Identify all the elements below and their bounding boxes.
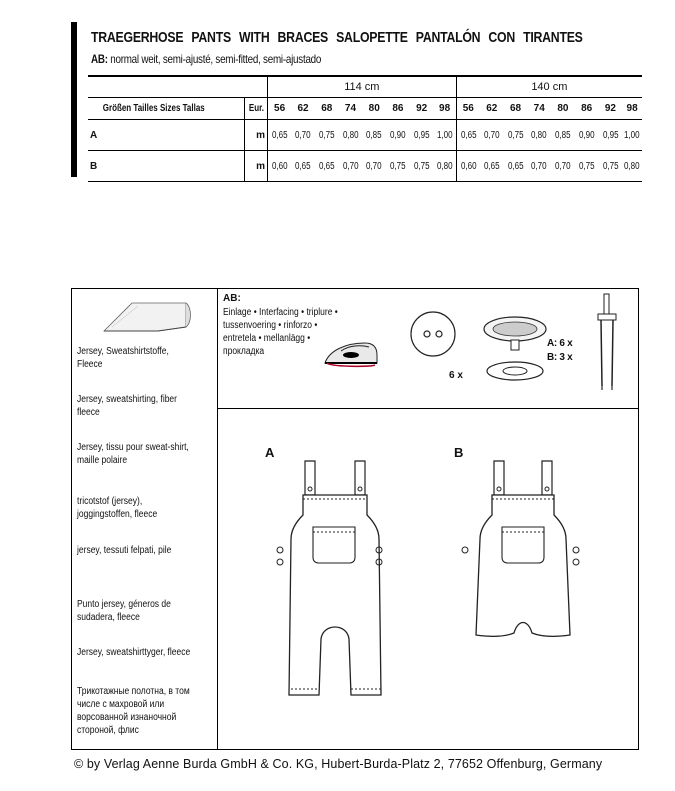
yardage-cell: 0,65 (456, 120, 480, 151)
title-rule (71, 22, 77, 177)
size-62-header: 62 (480, 98, 504, 120)
yardage-cell: 1,00 (434, 120, 457, 151)
yardage-cell: 0,70 (339, 151, 363, 182)
yardage-cell: 0,70 (362, 151, 386, 182)
copyright-footer: © by Verlag Aenne Burda GmbH & Co. KG, Hubert-Burda-Platz 2, 77652 Offenburg, Germany (74, 757, 603, 771)
yardage-cell: 0,75 (410, 151, 434, 182)
size-80-header: 80 (551, 98, 575, 120)
button-icon (408, 309, 458, 359)
yardage-cell: 0,70 (291, 120, 315, 151)
width-header-row (88, 76, 642, 98)
width-114-header: 114 cm (267, 76, 456, 98)
eur-label: Eur. (245, 98, 268, 120)
yardage-row-a (88, 120, 642, 151)
fabric-nl: tricotstof (jersey), joggingstoffen, fleece (77, 496, 158, 520)
fabric-ru: Трикотажные полотна, в том числе с махровой или ворсованной изнаночной стороной, флис (77, 686, 190, 736)
size-92-header: 92 (599, 98, 623, 120)
fabric-it: jersey, tessuti felpati, pile (77, 545, 172, 556)
size-86-header: 86 (575, 98, 599, 120)
fit-description (91, 52, 321, 66)
iron-icon (321, 333, 381, 369)
interfacing-text: Einlage • Interfacing • triplure • tussenvoering • rinforzo • entretela • mellanlägg • прокладка (223, 307, 338, 357)
view-a-label: A (88, 120, 245, 151)
size-86-header: 86 (386, 98, 410, 120)
yardage-cell: 0,75 (575, 151, 599, 182)
view-a-overalls-drawing (267, 459, 422, 719)
size-98-header: 98 (622, 98, 642, 120)
fabric-fr: Jersey, tissu pour sweat-shirt, maille polaire (77, 442, 189, 466)
yardage-cell: 0,80 (622, 151, 642, 182)
width-140-header: 140 cm (456, 76, 642, 98)
view-b-overalls-drawing (456, 459, 596, 649)
fabric-roll-icon (102, 297, 192, 337)
size-74-header: 74 (527, 98, 551, 120)
fit-label: AB: (91, 52, 108, 66)
fit-text: normal weit, semi-ajusté, semi-fitted, semi-ajustado (107, 52, 322, 66)
fabric-en: Jersey, sweatshirting, fiber fleece (77, 394, 177, 418)
yardage-cell: 0,95 (410, 120, 434, 151)
yardage-cell: 0,90 (386, 120, 410, 151)
yardage-cell: 0,75 (315, 120, 339, 151)
size-68-header: 68 (504, 98, 528, 120)
yardage-cell: 0,65 (504, 151, 528, 182)
yardage-cell: 0,65 (267, 120, 291, 151)
yardage-cell: 0,95 (599, 120, 623, 151)
size-56-header: 56 (267, 98, 291, 120)
yardage-cell: 0,70 (527, 151, 551, 182)
yardage-cell: 0,75 (599, 151, 623, 182)
yardage-row-b (88, 151, 642, 182)
yardage-cell: 0,65 (315, 151, 339, 182)
size-92-header: 92 (410, 98, 434, 120)
size-header-row (88, 98, 642, 120)
page-title: TRAEGERHOSE PANTS WITH BRACES SALOPETTE PANTALÓN CON TIRANTES (91, 29, 583, 46)
button-quantity: 6 x (449, 370, 463, 381)
yardage-cell: 0,60 (456, 151, 480, 182)
size-98-header: 98 (434, 98, 457, 120)
snap-quantity-a: A: 6 x (547, 338, 573, 349)
yardage-cell: 0,75 (386, 151, 410, 182)
yardage-table (88, 75, 642, 182)
notions-panel (218, 289, 638, 409)
sizes-label: Größen Tailles Sizes Tallas (88, 98, 245, 120)
snap-fastener-icon (480, 315, 550, 387)
yardage-cell: 0,80 (339, 120, 363, 151)
yardage-cell: 0,85 (551, 120, 575, 151)
view-b-label: B (454, 445, 464, 460)
yardage-cell: 0,60 (267, 151, 291, 182)
yardage-cell: 1,00 (622, 120, 642, 151)
yardage-cell: 0,75 (504, 120, 528, 151)
view-a-label: A (265, 445, 275, 460)
size-80-header: 80 (362, 98, 386, 120)
fabric-es: Punto jersey, géneros de sudadera, fleece (77, 599, 171, 623)
unit-label: m (245, 151, 268, 182)
yardage-cell: 0,65 (480, 151, 504, 182)
snap-quantity-b: B: 3 x (547, 352, 573, 363)
yardage-cell: 0,85 (362, 120, 386, 151)
size-74-header: 74 (339, 98, 363, 120)
pattern-info-box (71, 288, 639, 750)
size-56-header: 56 (456, 98, 480, 120)
size-62-header: 62 (291, 98, 315, 120)
yardage-cell: 0,90 (575, 120, 599, 151)
yardage-cell: 0,65 (291, 151, 315, 182)
size-68-header: 68 (315, 98, 339, 120)
unit-label: m (245, 120, 268, 151)
twin-needle-icon (595, 294, 619, 394)
yardage-cell: 0,80 (527, 120, 551, 151)
fabric-column (72, 289, 218, 749)
yardage-cell: 0,80 (434, 151, 457, 182)
yardage-cell: 0,70 (480, 120, 504, 151)
view-b-label: B (88, 151, 245, 182)
fabric-de: Jersey, Sweatshirtstoffe, Fleece (77, 346, 169, 370)
notions-label: AB: (223, 293, 241, 304)
fabric-sv: Jersey, sweatshirttyger, fleece (77, 647, 191, 658)
yardage-cell: 0,70 (551, 151, 575, 182)
